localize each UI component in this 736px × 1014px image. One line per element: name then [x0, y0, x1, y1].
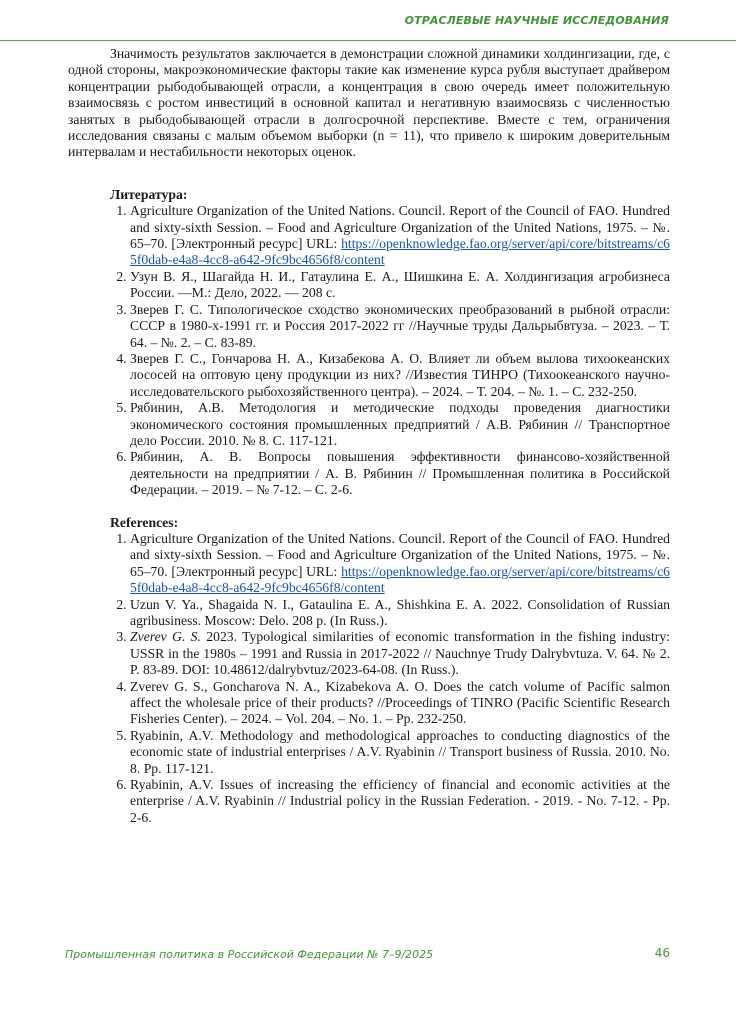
literature-item: 6. Рябинин, А. В. Вопросы повышения эффективности финансово-хозяйственной деятельности на предприятии / А. В. Рябинин // Промышленная политика в Российской Федерации. – 2019. – № 7-12. – С. 2-6.	[130, 449, 670, 498]
literature-item-link[interactable]: https://openknowledge.fao.org/server/api/core/bitstreams/c65f0dab-e4a8-4cc8-a642-9fc9bc4656f8/content	[130, 236, 670, 268]
literature-item: 2. Узун В. Я., Шагайда Н. И., Гатаулина Е. А., Шишкина Е. А. Холдингизация агробизнеса России. —М.: Дело, 2022. — 208 с.	[130, 269, 670, 302]
page-number: 46	[654, 946, 670, 960]
references-list	[110, 531, 670, 826]
reference-item	[130, 531, 670, 597]
reference-item: 4. Zverev G. S., Goncharova N. A., Kizabekova A. O. Does the catch volume of Pacific salmon affect the wholesale price of their products? //Proceedings of TINRO (Pacific Scientific Research Fisheries Center). – 2024. – Vol. 204. – No. 1. – Pp. 232-250.	[130, 679, 670, 728]
reference-item: 2. Uzun V. Ya., Shagaida N. I., Gataulina E. A., Shishkina E. A. 2022. Consolidation of Russian agribusiness. Moscow: Delo. 208 p. (In Russ.).	[130, 597, 670, 630]
section-title: ОТРАСЛЕВЫЕ НАУЧНЫЕ ИССЛЕДОВАНИЯ	[404, 14, 669, 27]
article-body	[68, 46, 670, 826]
literature-item: 4. Зверев Г. С., Гончарова Н. А., Кизабекова А. О. Влияет ли объем вылова тихоокеанских лососей на оптовую цену продукции из них? //Известия ТИНРО (Тихоокеанского научно-исследовательского рыбохозяйственного центра). – 2024. – Т. 204. – №. 1. – С. 232-250.	[130, 351, 670, 400]
reference-item-text: 2023. Typological similarities of economic transformation in the fishing industry: USSR in the 1980s – 1991 and Russia in 2017-2022 // Nauchnye Trudy Dalrybvtuza. V. 64. № 2. P. 83-89. DOI: 10.48612/dalrybvtuz/2023-64-08. (In Russ.).	[130, 629, 670, 678]
reference-author: Zverev G. S.	[130, 629, 201, 645]
reference-item: 6. Ryabinin, A.V. Issues of increasing the efficiency of financial and economic activities at the enterprise / A.V. Ryabinin // Industrial policy in the Russian Federation. - 2019. - No. 7-12. - Pp. 2-6.	[130, 777, 670, 826]
literature-list	[110, 203, 670, 498]
literature-item	[130, 203, 670, 269]
reference-item: 5. Ryabinin, A.V. Methodology and methodological approaches to conducting diagnostics of the economic state of industrial enterprises / A.V. Ryabinin // Transport business of Russia. 2010. No. 8. Pp. 117-121.	[130, 728, 670, 777]
literature-item-text: Agriculture Organization of the United Nations. Council. Report of the Council of FAO. Hundred and sixty-sixth Session. – Food and Agriculture Organization of the United Nations, 1975. – №. 65–70. [Электронный ресурс] URL:	[130, 203, 670, 252]
footer-journal-title: Промышленная политика в Российской Федерации № 7–9/2025	[65, 948, 434, 961]
abstract-paragraph: Значимость результатов заключается в демонстрации сложной динамики холдингизации, где, с одной стороны, макроэкономические факторы такие как изменение курса рубля выступает драйвером концентрации рыбодобывающей отрасли, а концентрация в свою очередь имеет положительную взаимосвязь с ростом инвестиций в основной капитал и негативную взаимосвязь с численностью занятых в рыбодобывающей отрасли в долгосрочной перспективе. Вместе с тем, ограничения исследования связаны с малым объемом выборки (n = 11), что привело к широким доверительным интервалам и нестабильности некоторых оценок.	[68, 46, 670, 160]
header-divider	[0, 40, 736, 41]
reference-item-text: Agriculture Organization of the United Nations. Council. Report of the Council of FAO. Hundred and sixty-sixth Session. – Food and Agriculture Organization of the United Nations, 1975. – №. 65–70. [Электронный ресурс] URL:	[130, 530, 670, 579]
reference-item	[130, 629, 670, 678]
references-heading: References:	[110, 514, 179, 530]
literature-heading: Литература:	[110, 186, 188, 202]
literature-item: 5. Рябинин, А.В. Методология и методические подходы проведения диагностики экономического состояния промышленных предприятий / А.В. Рябинин // Транспортное дело России. 2010. № 8. С. 117-121.	[130, 400, 670, 449]
reference-item-link[interactable]: https://openknowledge.fao.org/server/api/core/bitstreams/c65f0dab-e4a8-4cc8-a642-9fc9bc4656f8/content	[130, 563, 670, 596]
literature-item: 3. Зверев Г. С. Типологическое сходство экономических преобразований в рыбной отрасли: СССР в 1980-х-1991 гг. и Россия 2017-2022 гг //Научные труды Дальрыбвтуза. – 2023. – Т. 64. – №. 2. – С. 83-89.	[130, 302, 670, 351]
